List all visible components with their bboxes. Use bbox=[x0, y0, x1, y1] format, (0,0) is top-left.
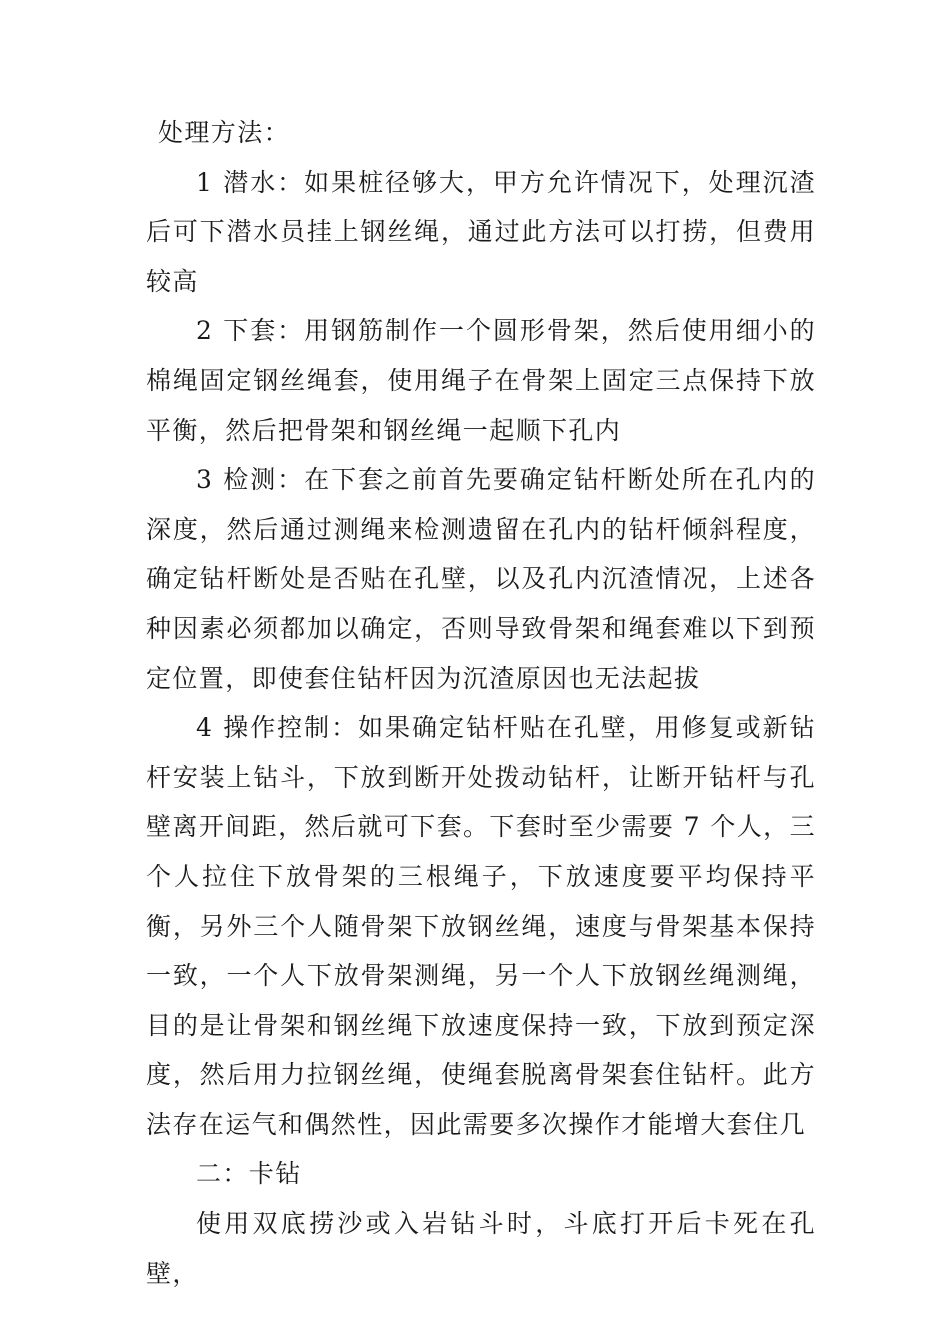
section-heading-stuck-drill: 二：卡钻 bbox=[196, 1159, 302, 1189]
document-body bbox=[146, 108, 816, 1298]
paragraph-diving: 1 潜水：如果桩径够大，甲方允许情况下，处理沉渣后可下潜水员挂上钢丝绳，通过此方法可以打捞，但费用较高 bbox=[146, 167, 816, 296]
paragraph-lowering-sleeve: 2 下套：用钢筋制作一个圆形骨架，然后使用细小的棉绳固定钢丝绳套，使用绳子在骨架上固定三点保持下放平衡，然后把骨架和钢丝绳一起顺下孔内 bbox=[146, 316, 816, 445]
paragraph-stuck-drill: 使用双底捞沙或入岩钻斗时，斗底打开后卡死在孔壁， bbox=[146, 1209, 816, 1288]
paragraph-operation-control: 4 操作控制：如果确定钻杆贴在孔壁，用修复或新钻杆安装上钻斗，下放到断开处拨动钻杆，让断开钻杆与孔壁离开间距，然后就可下套。下套时至少需要 7 个人，三个人拉住下放骨架的三根绳子，下放速度要平均保持平衡，另外三个人随骨架下放钢丝绳，速度与骨架基本保持一致，一个人下放骨架测绳，另一个人下放钢丝绳测绳，目的是让骨架和钢丝绳下放速度保持一致，下放到预定深度，然后用力拉钢丝绳，使绳套脱离骨架套住钻杆。此方法存在运气和偶然性，因此需要多次操作才能增大套住几 bbox=[146, 713, 816, 1139]
section-heading-methods: 处理方法： bbox=[158, 118, 291, 147]
paragraph-inspection: 3 检测：在下套之前首先要确定钻杆断处所在孔内的深度，然后通过测绳来检测遗留在孔内的钻杆倾斜程度，确定钻杆断处是否贴在孔壁，以及孔内沉渣情况，上述各种因素必须都加以确定，否则导致骨架和绳套难以下到预定位置，即使套住钻杆因为沉渣原因也无法起拔 bbox=[146, 465, 816, 693]
